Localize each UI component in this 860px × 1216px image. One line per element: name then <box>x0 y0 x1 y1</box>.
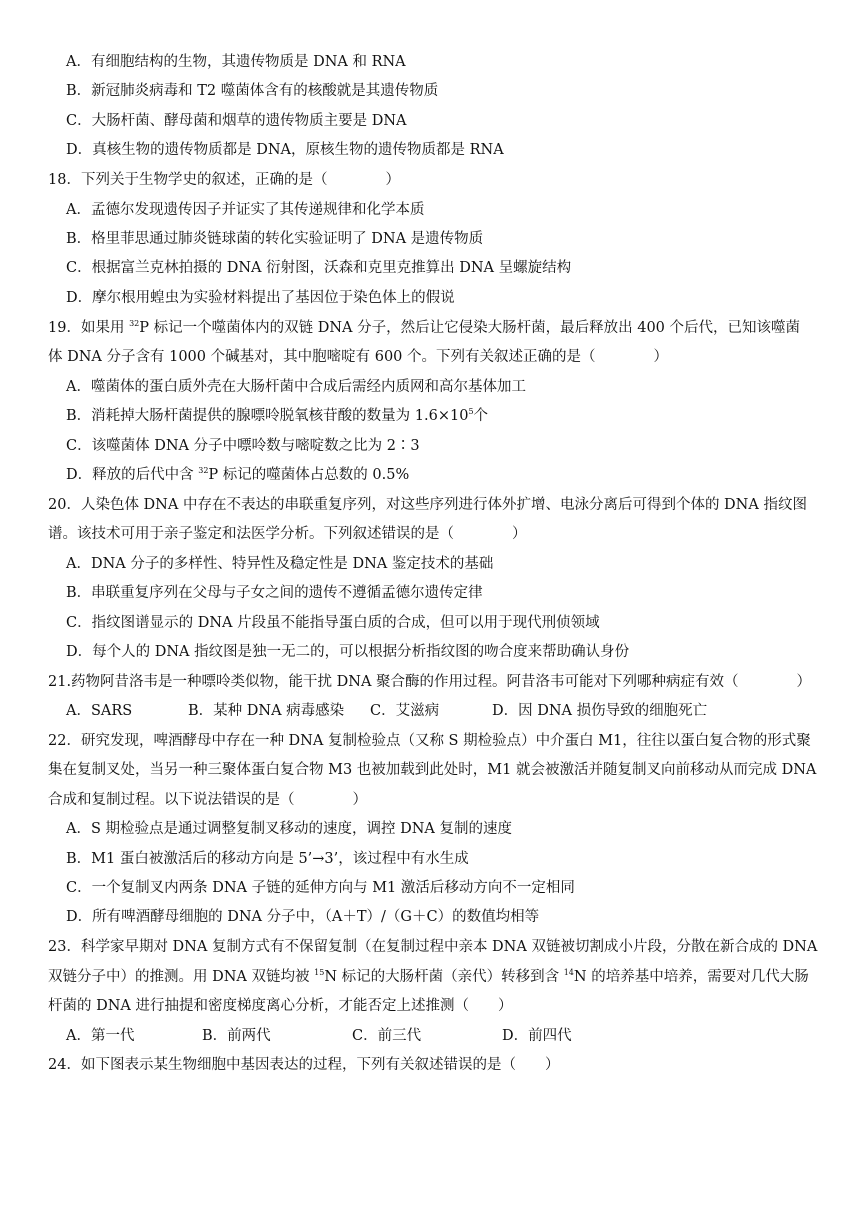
q23-stem-line3: 杆菌的 DNA 进行抽提和密度梯度离心分析，才能否定上述推测（ ） <box>48 998 513 1014</box>
q23-option-c: C．前三代 <box>352 1028 422 1044</box>
q19-option-d: D．释放的后代中含 $^{32}$P 标记的噬菌体占总数的 0.5% <box>66 466 410 483</box>
q20-option-d: D．每个人的 DNA 指纹图是独一无二的，可以根据分析指纹图的吻合度来帮助确认身份 <box>66 644 630 660</box>
q18-option-b: B．格里菲思通过肺炎链球菌的转化实验证明了 DNA 是遗传物质 <box>66 231 484 247</box>
q23-stem-line2: 双链分子中）的推测。用 DNA 双链均被 $^{15}$N 标记的大肠杆菌（亲代）转移到含 $^{14}$N 的培养基中培养，需要对几代大肠 <box>48 968 809 985</box>
q19-option-b: B．消耗掉大肠杆菌提供的腺嘌呤脱氧核苷酸的数量为 $1.6\times 10^5$个 <box>66 407 489 424</box>
q22-option-a: A．S 期检验点是通过调整复制叉移动的速度，调控 DNA 复制的速度 <box>66 821 513 837</box>
q19-option-c: C．该噬菌体 DNA 分子中嘌呤数与嘧啶数之比为 2∶3 <box>66 438 420 454</box>
q20-stem-line2: 谱。该技术可用于亲子鉴定和法医学分析。下列叙述错误的是（ ） <box>48 526 527 542</box>
q17-option-a: A．有细胞结构的生物，其遗传物质是 DNA 和 RNA <box>66 54 406 70</box>
q20-option-c: C．指纹图谱显示的 DNA 片段虽不能指导蛋白质的合成，但可以用于现代刑侦领域 <box>66 615 600 631</box>
q22-stem-line1: 22．研究发现，啤酒酵母中存在一种 DNA 复制检验点（又称 S 期检验点）中介蛋白 M1，往往以蛋白复合物的形式聚 <box>48 733 811 749</box>
q17-option-b: B．新冠肺炎病毒和 T2 噬菌体含有的核酸就是其遗传物质 <box>66 83 439 99</box>
q19-option-a: A．噬菌体的蛋白质外壳在大肠杆菌中合成后需经内质网和高尔基体加工 <box>66 379 526 395</box>
q23-option-b: B．前两代 <box>202 1028 271 1044</box>
q23-stem-line1: 23．科学家早期对 DNA 复制方式有不保留复制（在复制过程中亲本 DNA 双链被切割成小片段，分散在新合成的 DNA <box>48 939 818 955</box>
q22-option-c: C．一个复制叉内两条 DNA 子链的延伸方向与 M1 激活后移动方向不一定相同 <box>66 880 575 896</box>
q20-option-b: B．串联重复序列在父母与子女之间的遗传不遵循孟德尔遗传定律 <box>66 585 483 601</box>
q24-stem: 24．如下图表示某生物细胞中基因表达的过程，下列有关叙述错误的是（ ） <box>48 1057 560 1073</box>
q23-option-a: A．第一代 <box>66 1028 135 1044</box>
q23-option-d: D．前四代 <box>502 1028 572 1044</box>
q21-option-a: A．SARS <box>66 703 133 719</box>
q22-stem-line2: 集在复制叉处，当另一种三聚体蛋白复合物 M3 也被加载到此处时，M1 就会被激活并随复制叉向前移动从而完成 DNA <box>48 762 817 778</box>
q22-stem-line3: 合成和复制过程。以下说法错误的是（ ） <box>48 792 367 808</box>
q19-stem-line1: 19．如果用 $^{32}$P 标记一个噬菌体内的双链 DNA 分子，然后让它侵染大肠杆菌，最后释放出 400 个后代，已知该噬菌 <box>48 319 801 336</box>
q21-option-b: B．某种 DNA 病毒感染 <box>188 703 345 719</box>
q18-option-d: D．摩尔根用蝗虫为实验材料提出了基因位于染色体上的假说 <box>66 290 455 306</box>
q17-option-d: D．真核生物的遗传物质都是 DNA，原核生物的遗传物质都是 RNA <box>66 142 504 158</box>
q18-stem: 18．下列关于生物学史的叙述，正确的是（ ） <box>48 172 400 188</box>
q21-option-d: D．因 DNA 损伤导致的细胞死亡 <box>492 703 708 719</box>
q20-option-a: A．DNA 分子的多样性、特异性及稳定性是 DNA 鉴定技术的基础 <box>66 556 494 572</box>
q19-stem-line2: 体 DNA 分子含有 1000 个碱基对，其中胞嘧啶有 600 个。下列有关叙述正确的是（ ） <box>48 349 669 365</box>
q21-stem: 21.药物阿昔洛韦是一种嘌呤类似物，能干扰 DNA 聚合酶的作用过程。阿昔洛韦可能对下列哪种病症有效（ ） <box>48 674 812 690</box>
q17-option-c: C．大肠杆菌、酵母菌和烟草的遗传物质主要是 DNA <box>66 113 407 129</box>
q22-option-d: D．所有啤酒酵母细胞的 DNA 分子中，（A＋T）/（G＋C）的数值均相等 <box>66 909 540 925</box>
q18-option-c: C．根据富兰克林拍摄的 DNA 衍射图，沃森和克里克推算出 DNA 呈螺旋结构 <box>66 260 572 276</box>
q22-option-b: B．M1 蛋白被激活后的移动方向是 5’→3’，该过程中有水生成 <box>66 851 469 867</box>
q21-option-c: C．艾滋病 <box>370 703 440 719</box>
q18-option-a: A．孟德尔发现遗传因子并证实了其传递规律和化学本质 <box>66 202 425 218</box>
q20-stem-line1: 20．人染色体 DNA 中存在不表达的串联重复序列，对这些序列进行体外扩增、电泳分离后可得到个体的 DNA 指纹图 <box>48 497 807 513</box>
